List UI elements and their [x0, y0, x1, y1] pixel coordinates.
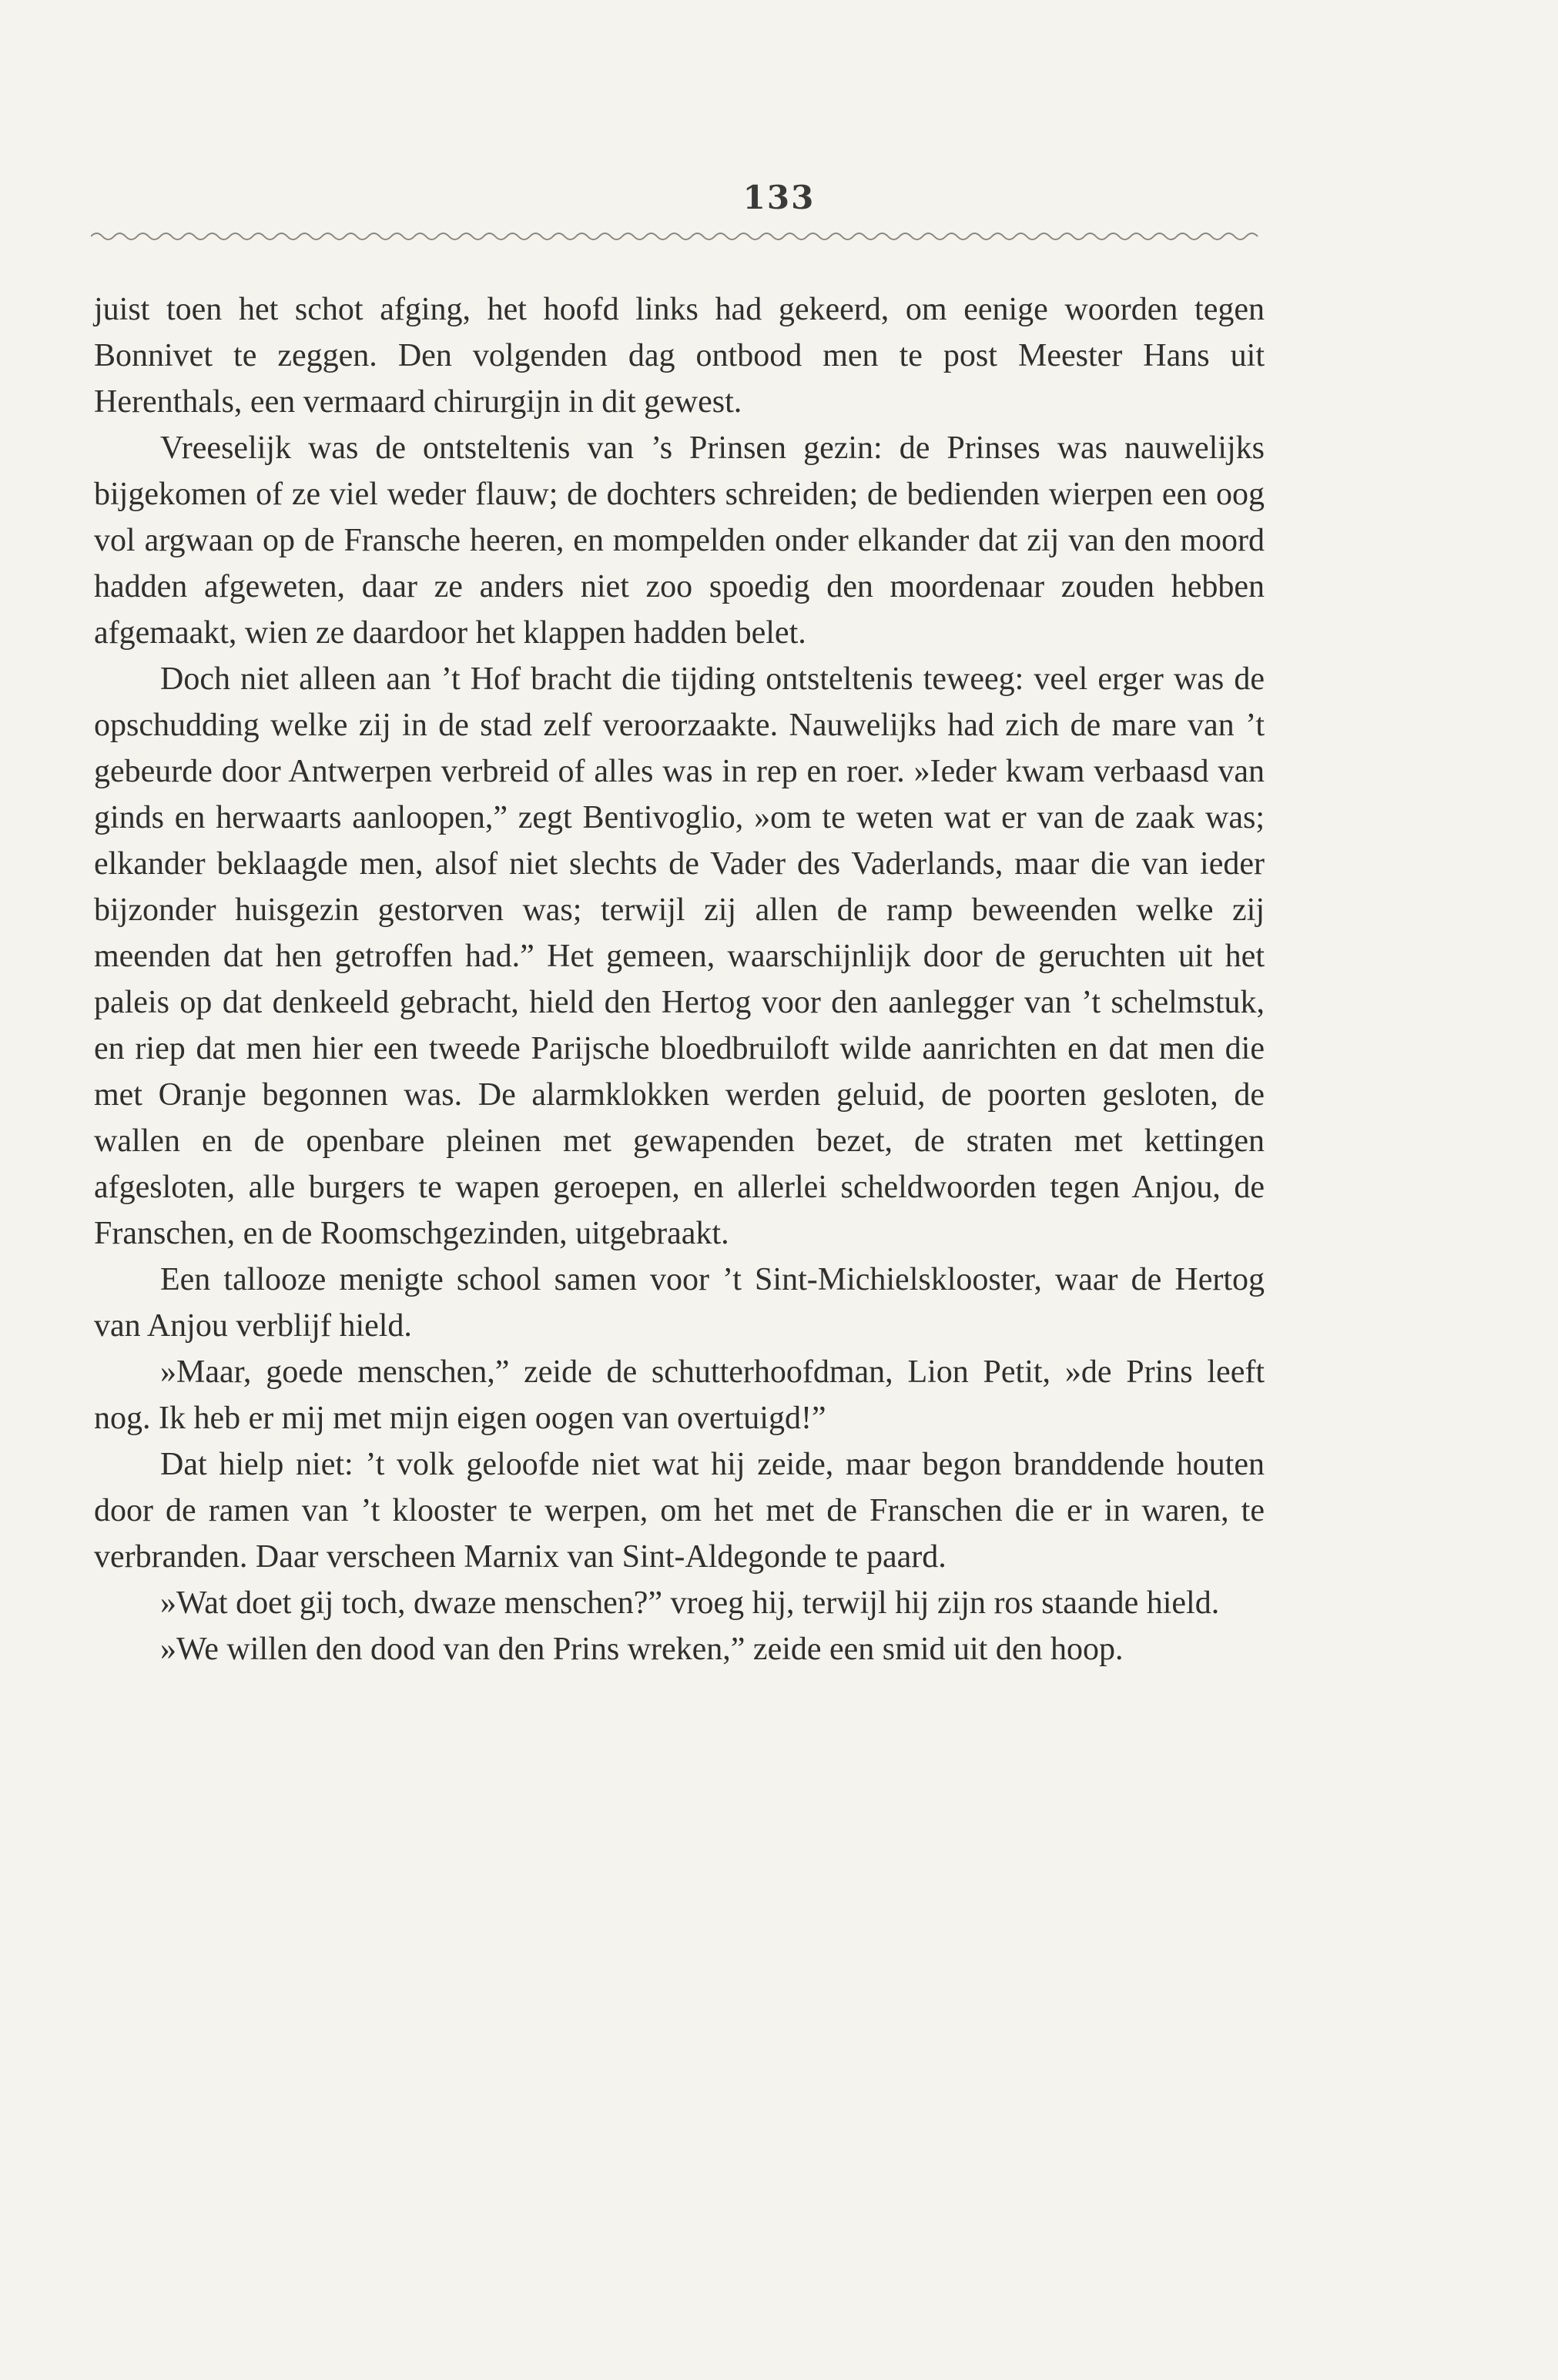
paragraph: juist toen het schot afging, het hoofd links had gekeerd, om eenige woorden tegen Bonnivet te zeggen. Den volgenden dag ontbood men te post Meester Hans uit Herenthals, een vermaard chirurgijn in dit gewest.: [94, 292, 1265, 420]
paragraph: Doch niet alleen aan ’t Hof bracht die tijding ontsteltenis teweeg: veel erger was de opschudding welke zij in de stad zelf veroorzaakte. Nauwelijks had zich de mare van ’t gebeurde door Antwerpen verbreid of alles was in rep en roer. »Ieder kwam verbaasd van ginds en herwaarts aanloopen,” zegt Bentivoglio, »om te weten wat er van de zaak was; elkander beklaagde men, alsof niet slechts de Vader des Vaderlands, maar die van ieder bijzonder huisgezin gestorven was; terwijl zij allen de ramp beweenden welke zij meenden dat hen getroffen had.” Het gemeen, waarschijnlijk door de geruchten uit het paleis op dat denkeeld gebracht, hield den Hertog voor den aanlegger van ’t schelmstuk, en riep dat men hier een tweede Parijsche bloedbruiloft wilde aanrichten en dat men die met Oranje begonnen was. De alarmklokken werden geluid, de poorten gesloten, de wallen en de openbare pleinen met gewapenden bezet, de straten met kettingen afgesloten, alle burgers te wapen geroepen, en allerlei scheldwoorden tegen Anjou, de Franschen, en de Roomschgezinden, uitgebraakt.: [94, 661, 1265, 1251]
page-number: 133: [742, 179, 816, 216]
decorative-wavy-rule: [91, 227, 1261, 246]
paragraph: Dat hielp niet: ’t volk geloofde niet wat hij zeide, maar begon branddende houten door de ramen van ’t klooster te werpen, om het met de Franschen die er in waren, te verbranden. Daar verscheen Marnix van Sint-Aldegonde te paard.: [94, 1447, 1265, 1575]
paragraph: Vreeselijk was de ontsteltenis van ’s Prinsen gezin: de Prinses was nauwelijks bijgekomen of ze viel weder flauw; de dochters schreiden; de bedienden wierpen een oog vol argwaan op de Fransche heeren, en mompelden onder elkander dat zij van den moord hadden afgeweten, daar ze anders niet zoo spoedig den moordenaar zouden hebben afgemaakt, wien ze daardoor het klappen hadden belet.: [94, 430, 1265, 651]
paragraph: »Maar, goede menschen,” zeide de schutterhoofdman, Lion Petit, »de Prins leeft nog. Ik heb er mij met mijn eigen oogen van overtuigd!”: [94, 1354, 1265, 1436]
paragraph: »We willen den dood van den Prins wreken,” zeide een smid uit den hoop.: [160, 1632, 1124, 1667]
paragraph: Een tallooze menigte school samen voor ’t Sint-Michielsklooster, waar de Hertog van Anjou verblijf hield.: [94, 1262, 1265, 1344]
paragraph: »Wat doet gij toch, dwaze menschen?” vroeg hij, terwijl hij zijn ros staande hield.: [160, 1585, 1220, 1621]
body-text: [94, 286, 1265, 1672]
